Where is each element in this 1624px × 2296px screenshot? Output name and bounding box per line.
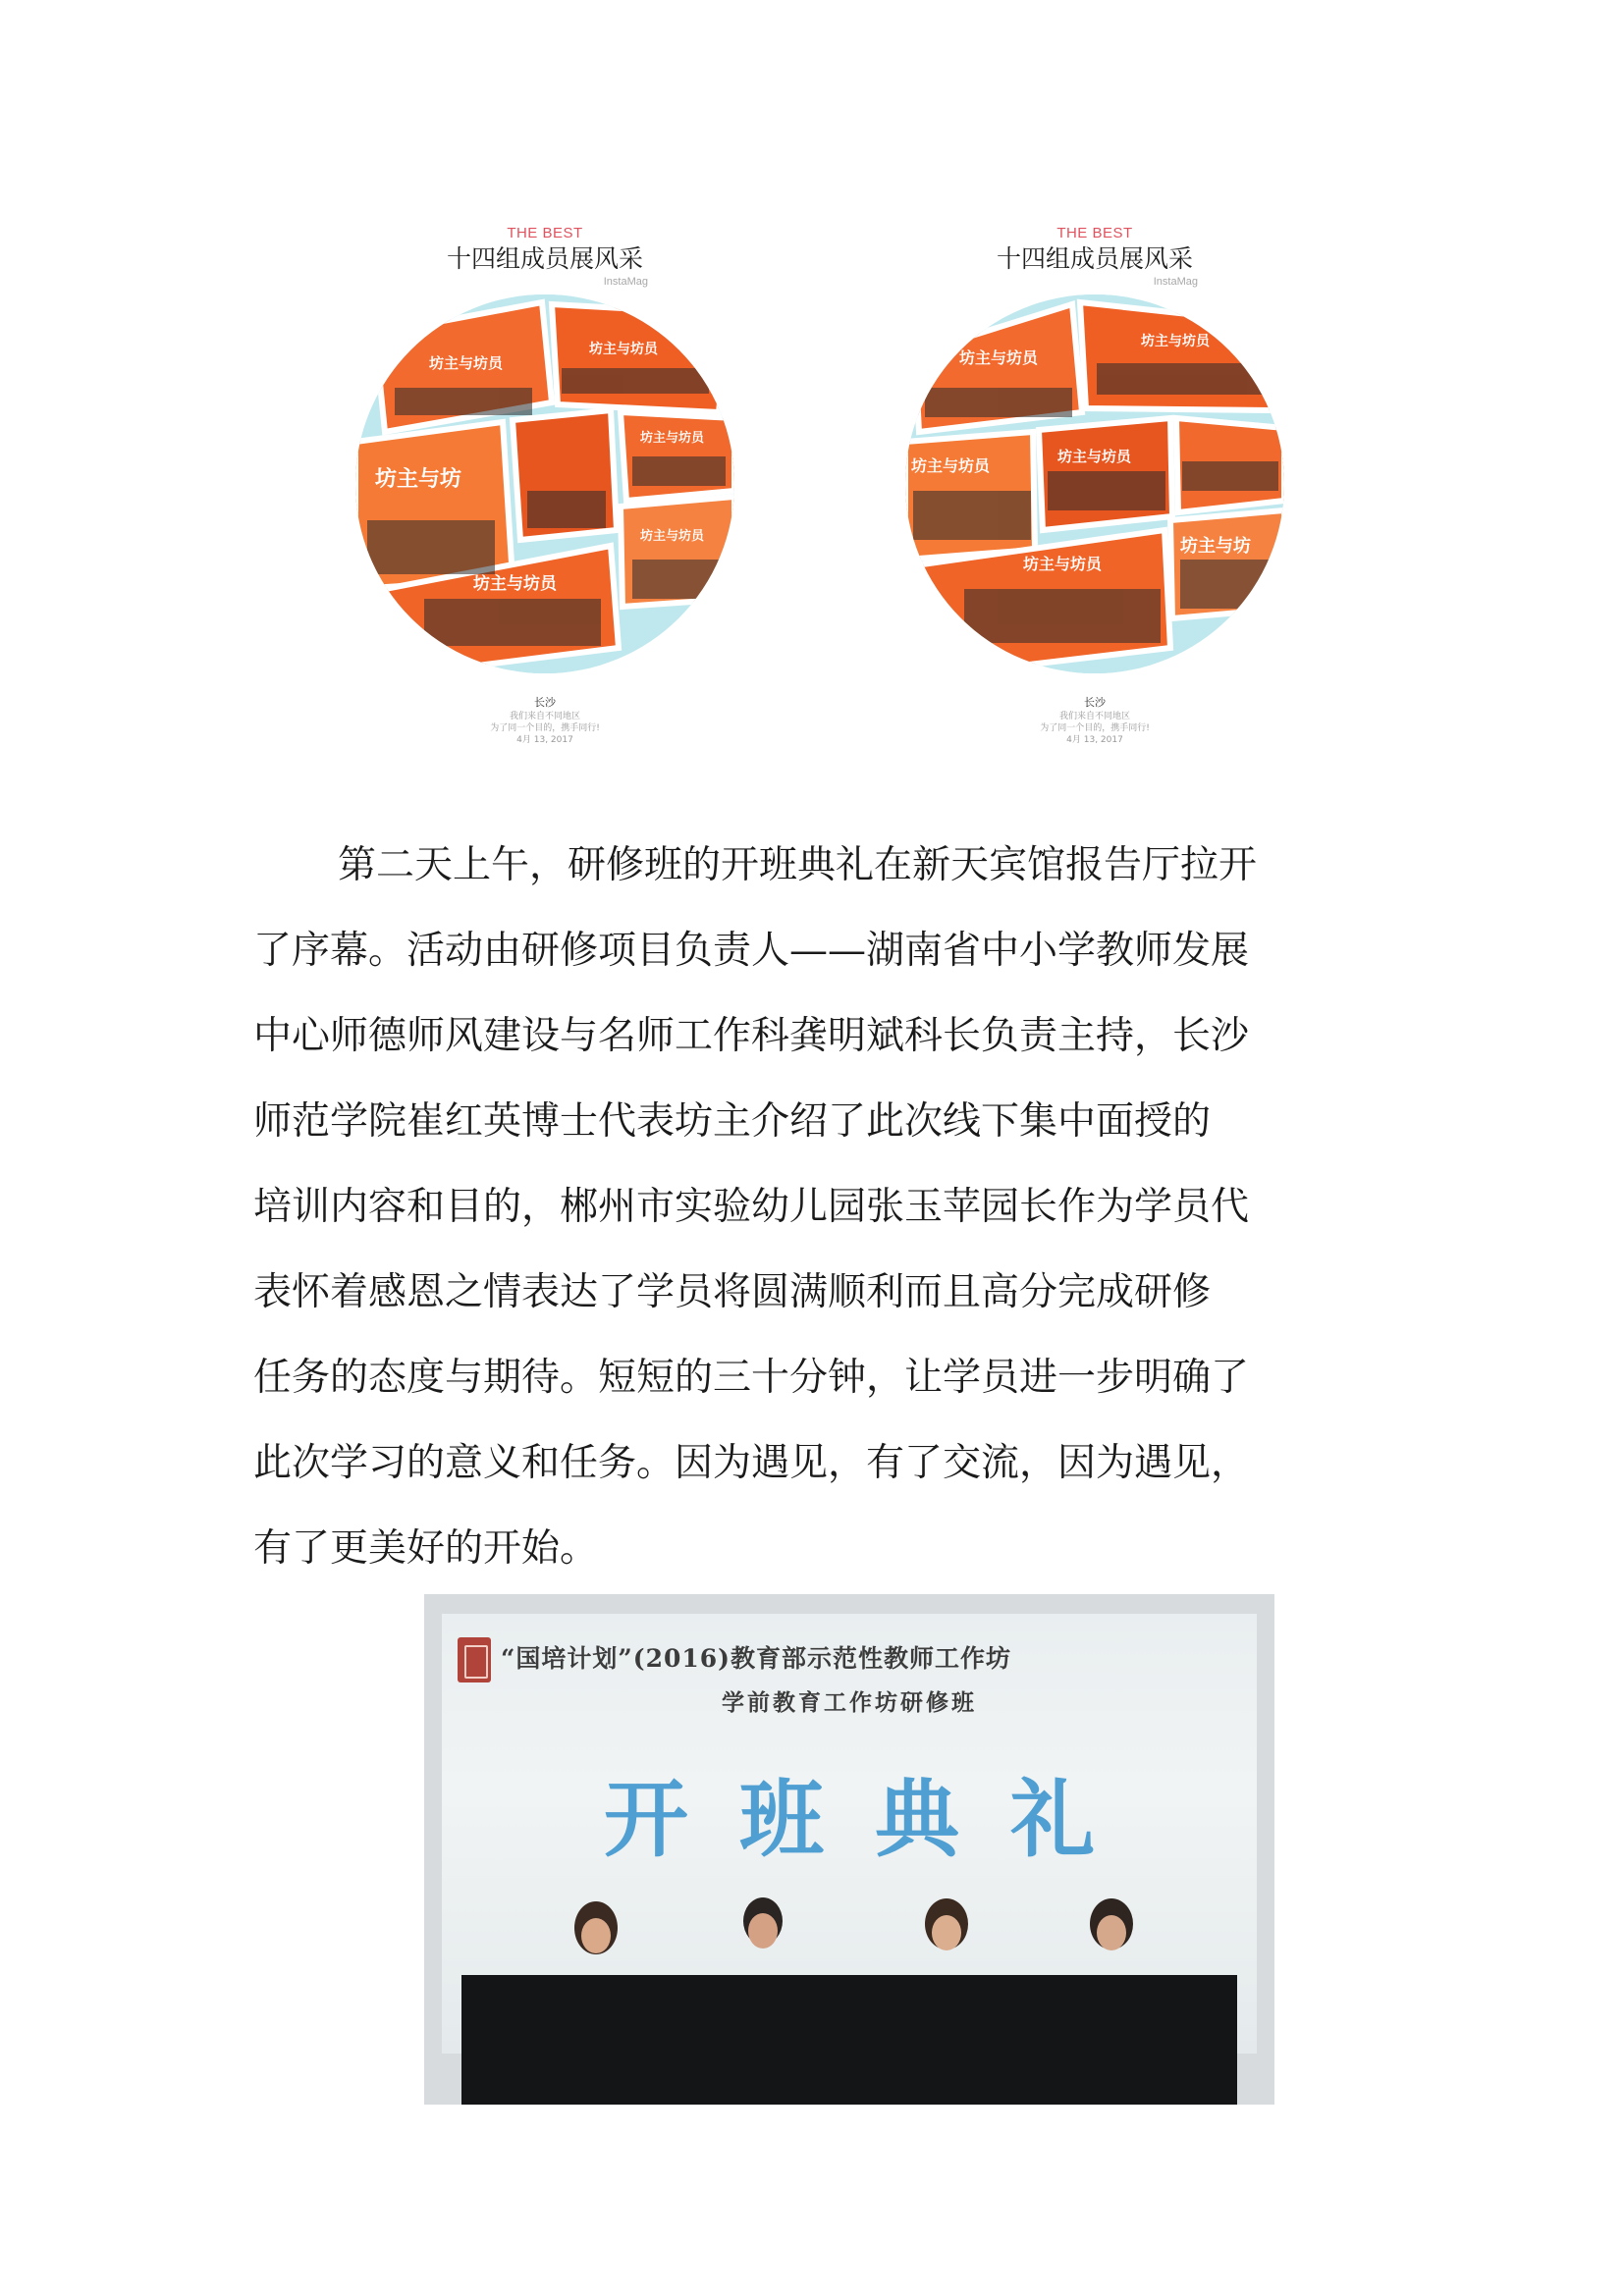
- paragraph-line: 有了更美好的开始。: [253, 1526, 599, 1571]
- collage-card-right: [884, 224, 1306, 774]
- paragraph-line: 了序幕。活动由研修项目负责人——湖南省中小学教师发展: [253, 929, 1250, 973]
- collage-city: 长沙: [1084, 696, 1106, 709]
- collage-date: 4月 13, 2017: [1066, 735, 1123, 745]
- collage-tile-label: 坊主与坊员: [959, 348, 1039, 367]
- banner-line-1: “国培计划”(2016)教育部示范性教师工作坊: [501, 1644, 1011, 1673]
- collage-the-best: THE BEST: [507, 225, 583, 241]
- ceremony-photo: [424, 1594, 1274, 2105]
- collage-tiles: [355, 294, 734, 673]
- paragraph-line: 表怀着感恩之情表达了学员将圆满顺利而且高分完成研修: [253, 1270, 1212, 1314]
- paragraph-line: 培训内容和目的，郴州市实验幼儿园张玉苹园长作为学员代: [253, 1185, 1250, 1229]
- collage-the-best: THE BEST: [1056, 225, 1133, 241]
- paragraph-line: 第二天上午，研修班的开班典礼在新天宾馆报告厅拉开: [338, 843, 1258, 887]
- banner-main-title: 开班典礼: [604, 1771, 1146, 1869]
- body-paragraph: [253, 823, 1392, 1591]
- collage-card-left: [334, 224, 756, 774]
- collage-tile-label: 坊主与坊员: [1141, 334, 1210, 349]
- collage-tagline-1: 我们来自不同地区: [1058, 712, 1130, 721]
- paragraph-line: 师范学院崔红英博士代表坊主介绍了此次线下集中面授的: [253, 1099, 1212, 1144]
- collage-title: 十四组成员展风采: [996, 244, 1193, 273]
- collage-photo-circle: [905, 294, 1284, 673]
- collage-photo-circle: [355, 294, 734, 673]
- collage-brand: InstaMag: [603, 276, 648, 288]
- paragraph-line: 此次学习的意义和任务。因为遇见，有了交流，因为遇见，: [253, 1441, 1250, 1485]
- collage-tagline-1: 我们来自不同地区: [509, 712, 580, 721]
- presenters-table: [461, 1975, 1237, 2105]
- collage-date: 4月 13, 2017: [516, 735, 573, 745]
- collage-city: 长沙: [534, 696, 556, 709]
- collage-tile-label: 坊主与坊员: [1057, 448, 1132, 465]
- collage-tile-label: 坊主与坊员: [911, 456, 991, 475]
- collage-tile-label: 坊主与坊员: [429, 354, 504, 372]
- paragraph-line: 任务的态度与期待。短短的三十分钟，让学员进一步明确了: [253, 1356, 1250, 1400]
- collage-tile-label: 坊主与坊员: [473, 574, 557, 594]
- collage-title: 十四组成员展风采: [446, 244, 643, 273]
- collage-tile-label: 坊主与坊员: [640, 431, 705, 446]
- paragraph-line: 中心师德师风建设与名师工作科龚明斌科长负责主持，长沙: [253, 1014, 1250, 1058]
- collage-tile-label: 坊主与坊员: [589, 342, 658, 357]
- banner-line-2: 学前教育工作坊研修班: [722, 1689, 977, 1716]
- collage-tile-label: 坊主与坊: [1180, 536, 1251, 557]
- collage-brand: InstaMag: [1153, 276, 1198, 288]
- collage-tiles: [905, 294, 1284, 673]
- collage-tagline-2: 为了同一个目的，携手同行!: [490, 723, 600, 733]
- collage-tile: [552, 304, 729, 412]
- collage-tile-label: 坊主与坊: [375, 467, 462, 492]
- collage-tagline-2: 为了同一个目的，携手同行!: [1040, 723, 1150, 733]
- collage-tile-label: 坊主与坊员: [1023, 555, 1103, 573]
- collage-tile-label: 坊主与坊员: [640, 529, 705, 544]
